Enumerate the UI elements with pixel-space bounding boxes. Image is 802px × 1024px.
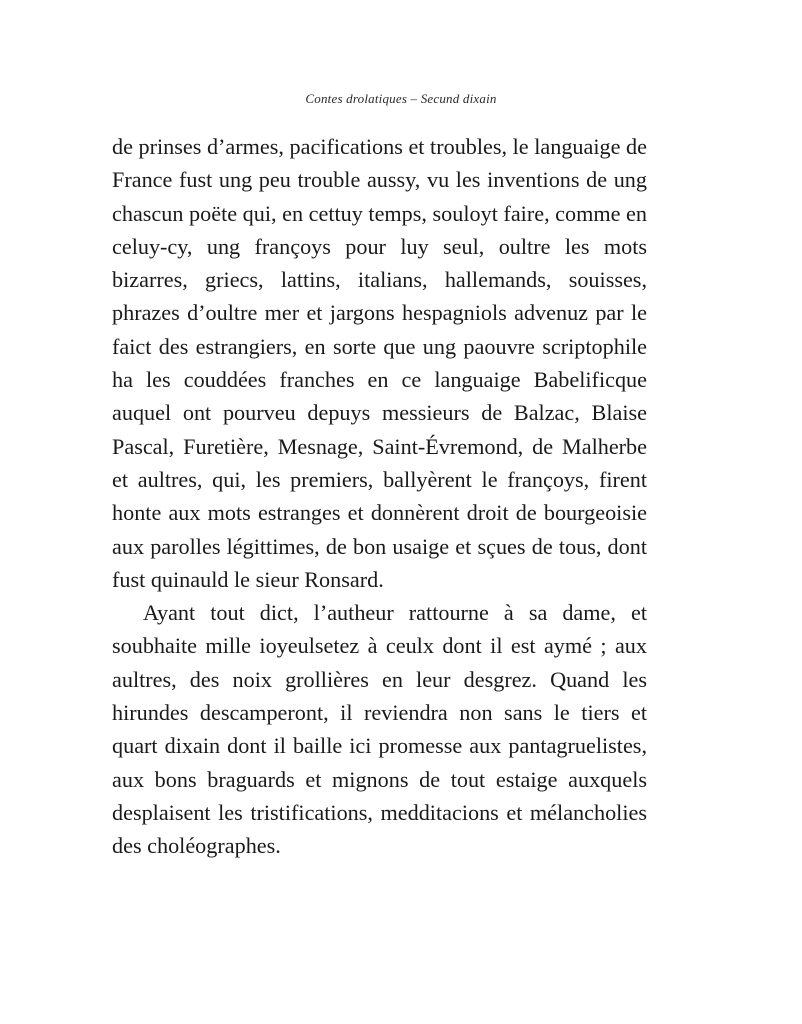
paragraph-closing: Ayant tout dict, l’autheur rattourne à sa dame, et soubhaite mille ioyeulsetez à ceulx dont il est aymé ; aux aultres, des noix grollières en leur desgrez. Quand les hirundes descamperont, il reviendra non sans le tiers et quart dixain dont il baille ici promesse aux pantagruelistes, aux bons braguards et mignons de tout estaige auxquels desplaisent les tristifications, medditacions et mélancholies des choléographes. [112,600,647,859]
body-text [112,130,647,863]
paragraph-continuation: de prinses d’armes, pacifications et troubles, le languaige de France fust ung peu trouble aussy, vu les inventions de ung chascun poëte qui, en cettuy temps, souloyt faire, comme en celuy-cy, ung françoys pour luy seul, oultre les mots bizarres, griecs, lattins, italians, hallemands, souisses, phrazes d’oultre mer et jargons hespagniols advenuz par le faict des estrangiers, en sorte que ung paouvre scriptophile ha les couddées franches en ce languaige Babelificque auquel ont pourveu depuys messieurs de Balzac, Blaise Pascal, Furetière, Mesnage, Saint-Évremond, de Malherbe et aultres, qui, les premiers, ballyèrent le françoys, firent honte aux mots estranges et donnèrent droit de bourgeoisie aux parolles légittimes, de bon usaige et sçues de tous, dont fust quinauld le sieur Ronsard. [112,134,647,592]
running-header: Contes drolatiques – Secund dixain [305,91,497,106]
